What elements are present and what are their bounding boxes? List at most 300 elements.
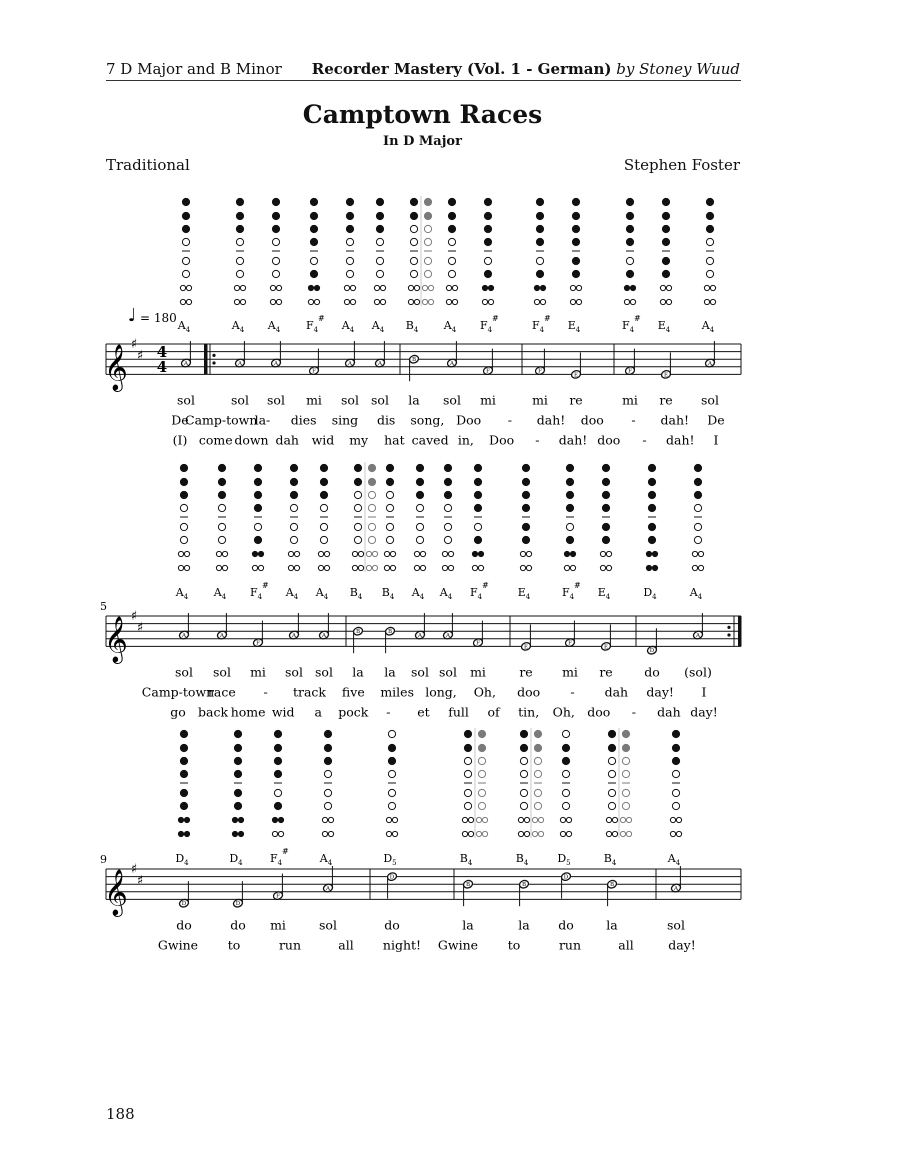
fingering-hole <box>324 757 331 764</box>
fingering-hole <box>626 212 633 219</box>
fingering-hole <box>354 464 361 471</box>
lyric-syllable: wid <box>271 704 295 720</box>
fingering-hole <box>376 257 383 264</box>
solfege-syllable: sol <box>315 664 333 680</box>
notehead-letter: B <box>521 882 527 889</box>
fingering-hole <box>564 565 569 570</box>
notehead-letter: A <box>378 361 382 367</box>
fingering-hole <box>218 504 225 511</box>
fingering-hole <box>236 225 243 232</box>
repeat-dot <box>727 633 730 636</box>
fingering-hole <box>308 285 313 290</box>
fingering-hole <box>376 198 383 205</box>
fingering-hole <box>372 551 377 556</box>
octave-subscript: 4 <box>523 859 529 867</box>
fingering-hole <box>648 491 655 498</box>
fingering-chart <box>520 464 531 570</box>
fingering-hole <box>322 831 327 836</box>
octave-subscript: 4 <box>709 326 715 334</box>
fingering-hole <box>180 504 187 511</box>
note-name-label: $A_4$ <box>175 586 189 601</box>
repeat-start-thick <box>204 344 208 374</box>
solfege-syllable: sol <box>175 664 193 680</box>
lyric-syllable: dies <box>290 412 317 428</box>
fingering-hole <box>444 504 451 511</box>
fingering-hole <box>424 238 431 245</box>
fingering-hole <box>424 257 431 264</box>
fingering-hole <box>622 802 629 809</box>
key-signature-sharp: ♯ <box>136 873 144 889</box>
lyric-syllable: dah <box>275 432 299 448</box>
fingering-hole <box>626 270 633 277</box>
solfege-syllable: do <box>176 917 192 933</box>
lyric-syllable: - <box>631 704 636 720</box>
octave-subscript: 4 <box>277 859 283 867</box>
fingering-hole <box>236 212 243 219</box>
note-name-label: $A_4$ <box>315 586 329 601</box>
fingering-hole <box>520 565 525 570</box>
octave-subscript: 4 <box>185 326 191 334</box>
fingering-hole <box>310 270 317 277</box>
fingering-hole <box>662 257 669 264</box>
note-name-label: $A_4$ <box>667 852 681 867</box>
fingering-hole <box>352 565 357 570</box>
fingering-hole <box>648 504 655 511</box>
fingering-hole <box>288 551 293 556</box>
note-name-label: $A_4$ <box>701 319 715 334</box>
solfege-syllable: mi <box>306 392 322 408</box>
song-key: In D Major <box>383 134 462 149</box>
fingering-hole <box>310 238 317 245</box>
lyric-syllable: dis <box>376 412 396 428</box>
fingering-hole <box>522 491 529 498</box>
lyric-syllable: Oh, <box>473 684 496 700</box>
fingering-hole <box>626 238 633 245</box>
repeat-dot <box>212 361 215 364</box>
solfege-syllable: sol <box>341 392 359 408</box>
fingering-hole <box>354 478 361 485</box>
octave-subscript: 4 <box>447 593 453 601</box>
fingering-hole <box>386 478 393 485</box>
fingering-hole <box>366 551 371 556</box>
fingering-hole <box>184 831 189 836</box>
fingering-hole <box>254 464 261 471</box>
fingering-hole <box>386 831 391 836</box>
fingering-hole <box>272 257 279 264</box>
fingering-hole <box>464 730 471 737</box>
fingering-hole <box>560 817 565 822</box>
fingering-hole <box>620 831 625 836</box>
fingering-hole <box>420 551 425 556</box>
fingering-hole <box>626 817 631 822</box>
fingering-hole <box>566 464 573 471</box>
notehead-letter: B <box>411 357 417 364</box>
fingering-hole <box>328 817 333 822</box>
fingering-hole <box>254 504 261 511</box>
fingering-hole <box>662 270 669 277</box>
fingering-hole <box>388 770 395 777</box>
fingering-hole <box>630 299 635 304</box>
lyric-syllable: doo <box>517 684 541 700</box>
fingering-hole <box>630 285 635 290</box>
fingering-hole <box>448 565 453 570</box>
fingering-hole <box>646 565 651 570</box>
fingering-hole <box>652 565 657 570</box>
notehead-letter: A <box>182 633 186 639</box>
notehead-letter: E <box>573 372 579 379</box>
fingering-hole <box>520 757 527 764</box>
fingering-hole <box>478 565 483 570</box>
fingering-hole <box>272 212 279 219</box>
fingering-hole <box>608 744 615 751</box>
note-name-label: $F_4$ <box>305 319 319 334</box>
fingering-hole <box>236 270 243 277</box>
fingering-chart <box>180 198 191 304</box>
lyric-syllable: et <box>417 704 430 720</box>
fingering-hole <box>484 225 491 232</box>
fingering-hole <box>694 523 701 530</box>
solfege-syllable: (sol) <box>684 664 712 680</box>
tempo-marking: = 180 <box>140 311 177 325</box>
fingering-hole <box>540 299 545 304</box>
measure-number: 9 <box>100 853 107 866</box>
note-name-label: $F_4$ <box>269 852 283 867</box>
fingering-hole <box>710 299 715 304</box>
fingering-hole <box>606 565 611 570</box>
fingering-hole <box>180 299 185 304</box>
notehead-letter: E <box>523 644 529 651</box>
fingering-hole <box>476 817 481 822</box>
fingering-hole <box>692 551 697 556</box>
fingering-hole <box>180 730 187 737</box>
fingering-hole <box>706 257 713 264</box>
lyric-syllable: dah! <box>536 412 566 428</box>
fingering-hole <box>276 299 281 304</box>
fingering-hole <box>462 831 467 836</box>
fingering-hole <box>648 536 655 543</box>
fingering-hole <box>446 299 451 304</box>
fingering-hole <box>452 285 457 290</box>
fingering-hole <box>534 744 541 751</box>
fingering-hole <box>238 831 243 836</box>
fingering-hole <box>272 198 279 205</box>
lyric-syllable: I <box>713 432 719 448</box>
fingering-hole <box>222 551 227 556</box>
fingering-hole <box>276 285 281 290</box>
fingering-hole <box>472 551 477 556</box>
note-name-label: $F_4$ <box>621 319 635 334</box>
fingering-hole <box>252 565 257 570</box>
fingering-hole <box>520 770 527 777</box>
fingering-hole <box>562 802 569 809</box>
fingering-hole <box>672 730 679 737</box>
fingering-hole <box>562 789 569 796</box>
fingering-hole <box>676 817 681 822</box>
octave-subscript: 4 <box>467 859 473 867</box>
fingering-hole <box>294 551 299 556</box>
fingering-hole <box>576 299 581 304</box>
fingering-hole <box>602 536 609 543</box>
notehead-letter: A <box>322 633 326 639</box>
solfege-syllable: la <box>384 664 396 680</box>
octave-subscript: 4 <box>239 326 245 334</box>
solfege-syllable: sol <box>411 664 429 680</box>
fingering-hole <box>606 551 611 556</box>
fingering-hole <box>672 770 679 777</box>
fingering-hole <box>488 285 493 290</box>
fingering-hole <box>600 551 605 556</box>
lyric-syllable: day! <box>668 937 696 953</box>
fingering-hole <box>254 523 261 530</box>
lyric-syllable: dah <box>604 684 629 700</box>
fingering-hole <box>526 565 531 570</box>
solfege-syllable: do <box>644 664 660 680</box>
fingering-hole <box>428 299 433 304</box>
fingering-hole <box>484 238 491 245</box>
note-name-label: $B_4$ <box>349 586 363 601</box>
fingering-hole <box>350 285 355 290</box>
solfege-syllable: re <box>599 664 613 680</box>
note-name-label: $F_4$ <box>469 586 483 601</box>
octave-subscript: 4 <box>477 593 483 601</box>
fingering-hole <box>602 523 609 530</box>
fingering-hole <box>274 770 281 777</box>
fingering-hole <box>182 238 189 245</box>
octave-subscript: 4 <box>629 326 635 334</box>
fingering-hole <box>358 565 363 570</box>
fingering-hole <box>522 504 529 511</box>
fingering-hole <box>420 565 425 570</box>
notehead-letter: A <box>292 633 296 639</box>
fingering-hole <box>666 285 671 290</box>
note-name-label: $F_4$ <box>561 586 575 601</box>
lyric-syllable: - <box>507 412 512 428</box>
solfege-syllable: re <box>519 664 533 680</box>
fingering-hole <box>706 212 713 219</box>
repeat-dot <box>727 626 730 629</box>
fingering-hole <box>608 770 615 777</box>
lyric-syllable: my <box>349 432 369 448</box>
fingering-chart <box>646 464 657 570</box>
fingering-hole <box>442 565 447 570</box>
fingering-hole <box>272 831 277 836</box>
fingering-hole <box>270 299 275 304</box>
fingering-hole <box>310 212 317 219</box>
notehead-letter: D <box>389 874 395 881</box>
fingering-hole <box>534 757 541 764</box>
fingering-hole <box>566 523 573 530</box>
fingering-hole <box>354 491 361 498</box>
solfege-syllable: sol <box>667 917 685 933</box>
lyric-syllable: Camp-town <box>185 412 258 428</box>
fingering-hole <box>670 817 675 822</box>
fingering-hole <box>380 285 385 290</box>
notehead-letter: B <box>387 629 393 636</box>
fingering-hole <box>184 817 189 822</box>
fingering-hole <box>524 817 529 822</box>
lyric-syllable: all <box>618 937 634 953</box>
fingering-chart <box>366 464 377 570</box>
notehead-letter: A <box>348 361 352 367</box>
fingering-hole <box>274 802 281 809</box>
fingering-hole <box>520 789 527 796</box>
solfege-syllable: sol <box>443 392 461 408</box>
fingering-hole <box>704 285 709 290</box>
fingering-hole <box>392 817 397 822</box>
key-signature-sharp: ♯ <box>136 620 144 636</box>
fingering-hole <box>422 299 427 304</box>
fingering-hole <box>216 551 221 556</box>
fingering-hole <box>694 478 701 485</box>
fingering-hole <box>254 478 261 485</box>
fingering-hole <box>416 523 423 530</box>
octave-subscript: 4 <box>323 593 329 601</box>
fingering-hole <box>290 478 297 485</box>
fingering-hole <box>318 551 323 556</box>
fingering-hole <box>234 757 241 764</box>
lyric-syllable: sing <box>331 412 359 428</box>
fingering-hole <box>566 536 573 543</box>
solfege-syllable: mi <box>562 664 578 680</box>
fingering-hole <box>272 225 279 232</box>
fingering-hole <box>536 270 543 277</box>
fingering-hole <box>252 551 257 556</box>
fingering-hole <box>384 565 389 570</box>
fingering-hole <box>518 831 523 836</box>
fingering-chart <box>446 198 457 304</box>
fingering-chart <box>606 730 617 836</box>
fingering-hole <box>178 565 183 570</box>
octave-subscript: 4 <box>605 593 611 601</box>
fingering-hole <box>474 491 481 498</box>
fingering-hole <box>182 257 189 264</box>
fingering-hole <box>662 238 669 245</box>
fingering-hole <box>234 299 239 304</box>
solfege-syllable: mi <box>470 664 486 680</box>
octave-subscript: 4 <box>313 326 319 334</box>
note-name-label: $F_4$ <box>479 319 493 334</box>
lyric-syllable: Gwine <box>437 937 479 953</box>
fingering-hole <box>448 198 455 205</box>
fingering-hole <box>354 523 361 530</box>
fingering-hole <box>346 225 353 232</box>
fingering-chart <box>252 464 263 570</box>
fingering-hole <box>472 565 477 570</box>
lyric-syllable: - <box>263 684 268 700</box>
fingering-chart <box>272 730 283 836</box>
fingering-hole <box>522 536 529 543</box>
fingering-hole <box>474 478 481 485</box>
lyric-syllable: Doo <box>489 432 515 448</box>
octave-subscript: 5 <box>392 859 397 867</box>
fingering-hole <box>694 504 701 511</box>
sharp-superscript: # <box>318 314 325 323</box>
fingering-hole <box>222 565 227 570</box>
fingering-hole <box>474 504 481 511</box>
fingering-hole <box>408 299 413 304</box>
fingering-chart <box>232 730 243 836</box>
fingering-hole <box>424 225 431 232</box>
solfege-syllable: la <box>518 917 530 933</box>
fingering-hole <box>566 504 573 511</box>
fingering-hole <box>648 478 655 485</box>
fingering-hole <box>520 744 527 751</box>
fingering-hole <box>560 831 565 836</box>
fingering-hole <box>272 238 279 245</box>
fingering-hole <box>566 491 573 498</box>
fingering-hole <box>410 257 417 264</box>
fingering-hole <box>368 464 375 471</box>
notehead-letter: A <box>326 886 330 892</box>
fingering-hole <box>290 491 297 498</box>
fingering-hole <box>218 478 225 485</box>
fingering-hole <box>602 464 609 471</box>
fingering-hole <box>180 744 187 751</box>
solfege-syllable: mi <box>622 392 638 408</box>
lyric-syllable: caved <box>411 432 449 448</box>
fingering-hole <box>524 831 529 836</box>
lyric-syllable: in, <box>457 432 474 448</box>
fingering-chart <box>344 198 355 304</box>
time-signature-top: 4 <box>156 343 168 361</box>
fingering-hole <box>576 285 581 290</box>
fingering-hole <box>410 270 417 277</box>
fingering-hole <box>622 789 629 796</box>
fingering-hole <box>234 802 241 809</box>
note-name-label: $D_4$ <box>229 852 243 867</box>
lyric-syllable: night! <box>382 937 422 953</box>
fingering-hole <box>310 257 317 264</box>
lyric-syllable: come <box>198 432 233 448</box>
fingering-hole <box>414 299 419 304</box>
sharp-superscript: # <box>634 314 641 323</box>
fingering-chart <box>322 730 333 836</box>
notehead-letter: F <box>476 640 480 647</box>
fingering-hole <box>278 817 283 822</box>
fingering-hole <box>538 817 543 822</box>
note-name-label: $A_4$ <box>689 586 703 601</box>
notehead-letter: A <box>418 633 422 639</box>
lyric-syllable: hat <box>384 432 405 448</box>
notehead-letter: A <box>274 361 278 367</box>
fingering-hole <box>672 802 679 809</box>
fingering-chart <box>374 198 385 304</box>
fingering-hole <box>572 270 579 277</box>
fingering-hole <box>468 831 473 836</box>
fingering-hole <box>694 536 701 543</box>
fingering-hole <box>232 817 237 822</box>
fingering-hole <box>572 212 579 219</box>
fingering-hole <box>254 491 261 498</box>
notehead-letter: B <box>465 882 471 889</box>
fingering-hole <box>534 802 541 809</box>
lyricist-credit: Traditional <box>106 156 190 174</box>
fingering-hole <box>520 802 527 809</box>
fingering-hole <box>448 257 455 264</box>
fingering-hole <box>410 225 417 232</box>
fingering-hole <box>620 817 625 822</box>
notehead-letter: B <box>609 882 615 889</box>
fingering-hole <box>570 285 575 290</box>
fingering-chart <box>408 198 419 304</box>
fingering-hole <box>704 299 709 304</box>
fingering-hole <box>572 257 579 264</box>
fingering-hole <box>388 730 395 737</box>
fingering-hole <box>416 491 423 498</box>
fingering-hole <box>288 565 293 570</box>
fingering-chart <box>288 464 299 570</box>
octave-subscript: 4 <box>665 326 671 334</box>
